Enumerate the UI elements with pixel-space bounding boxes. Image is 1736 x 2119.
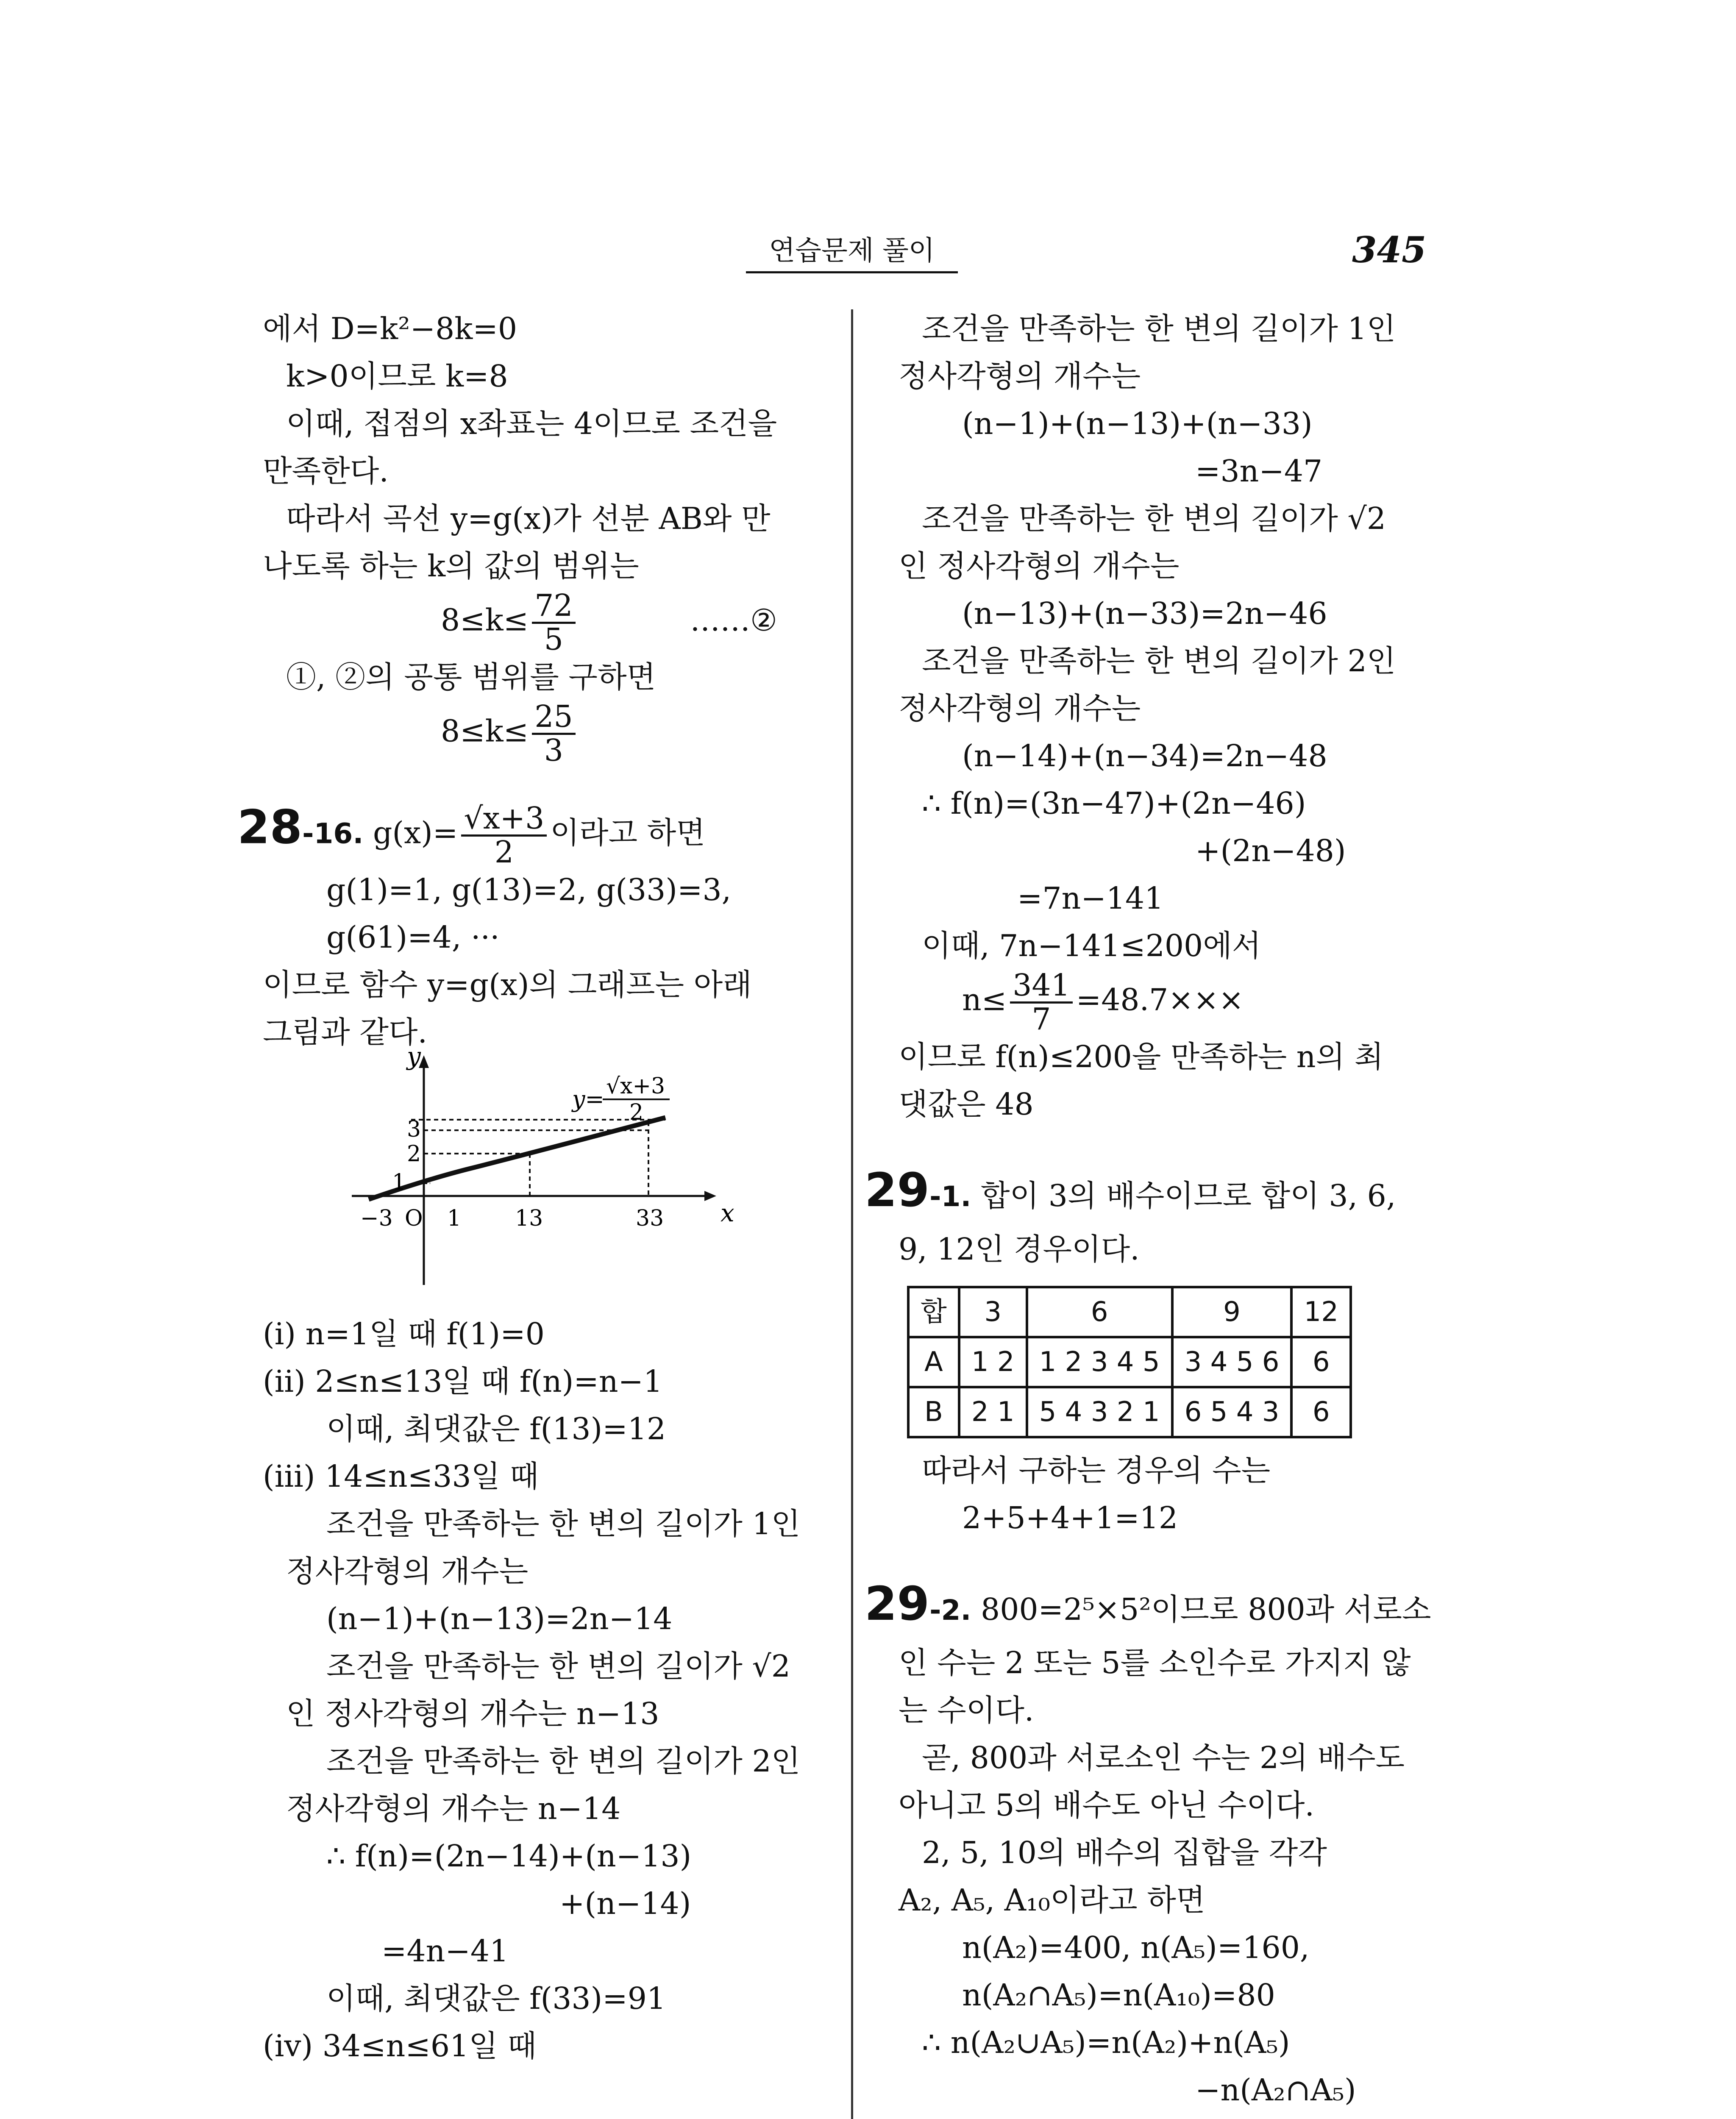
page-number: 345 [1352, 229, 1427, 271]
problem-subnumber: -16. [302, 817, 364, 850]
solution-line: 이므로 f(n)≤200을 만족하는 n의 최 [899, 1039, 1384, 1074]
solution-line: 조건을 만족하는 한 변의 길이가 √2 [922, 501, 1386, 536]
solution-line: 정사각형의 개수는 [899, 691, 1141, 726]
solution-line: =3n−47 [1195, 453, 1323, 489]
x-tick-label: 13 [515, 1206, 543, 1231]
table-cell: 2 1 [959, 1387, 1027, 1437]
table-cell: 6 5 4 3 [1172, 1387, 1292, 1437]
case-line: (iii) 14≤n≤33일 때 [263, 1459, 539, 1494]
problem-28-16-heading [237, 800, 831, 870]
table-cell: 1 2 [959, 1337, 1027, 1387]
table-cell: B [908, 1387, 959, 1437]
table-cell: 12 [1291, 1287, 1350, 1337]
solution-line: ∴ n(A₂∪A₅)=n(A₂)+n(A₅) [922, 2025, 1290, 2060]
solution-line: 조건을 만족하는 한 변의 길이가 1인 [922, 311, 1396, 346]
solution-line: 아니고 5의 배수도 아닌 수이다. [899, 1788, 1315, 1823]
problem-number: 29 [865, 1577, 930, 1631]
column-divider [851, 309, 853, 2119]
solution-line: 이므로 함수 y=g(x)의 그래프는 아래 [263, 967, 752, 1002]
fraction [461, 803, 547, 868]
solution-line: (n−1)+(n−13)+(n−33) [962, 406, 1313, 441]
solution-line: 9, 12인 경우이다. [899, 1232, 1140, 1267]
equation-tag: ……② [690, 602, 777, 638]
denominator: 3 [544, 732, 563, 768]
right-column [865, 305, 1500, 2114]
table-row [908, 1337, 1351, 1387]
solution-line: 댓값은 48 [899, 1087, 1034, 1122]
solution-line: ∴ f(n)=(3n−47)+(2n−46) [922, 786, 1306, 821]
x-axis-label: x [721, 1199, 734, 1227]
table-cell: 3 4 5 6 [1172, 1337, 1292, 1387]
numerator: 72 [532, 590, 575, 624]
curve-label-denominator: 2 [629, 1100, 644, 1125]
problem-29-1-heading [865, 1163, 1500, 1226]
problem-number: 29 [865, 1163, 930, 1217]
x-tick-label: 33 [636, 1206, 664, 1231]
case-line: 이때, 최댓값은 f(33)=91 [326, 1981, 666, 2016]
table-cell: A [908, 1337, 959, 1387]
table-cell: 6 [1027, 1287, 1172, 1337]
solution-line: 2, 5, 10의 배수의 집합을 각각 [922, 1835, 1327, 1870]
x-axis-arrow [704, 1191, 716, 1201]
numerator: 341 [1010, 970, 1073, 1004]
case-line: 조건을 만족하는 한 변의 길이가 √2 [326, 1649, 790, 1684]
solution-line: 인 정사각형의 개수는 [899, 548, 1180, 584]
table-row [908, 1387, 1351, 1437]
curve-label-numerator: √x+3 [606, 1073, 665, 1099]
problem-subnumber: -1. [929, 1180, 971, 1213]
case-line: (i) n=1일 때 f(1)=0 [263, 1316, 545, 1351]
solution-line: +(2n−48) [1195, 833, 1346, 868]
solution-line: g(1)=1, g(13)=2, g(33)=3, [326, 872, 732, 907]
solution-line: 이때, 접점의 x좌표는 4이므로 조건을 [286, 406, 777, 441]
case-line: 정사각형의 개수는 [286, 1554, 529, 1589]
left-column [237, 305, 831, 2070]
denominator: 5 [544, 621, 563, 657]
solution-line: A₂, A₅, A₁₀이라고 하면 [899, 1883, 1205, 1918]
expr-text: n≤ [962, 982, 1007, 1018]
case-line: =4n−41 [381, 1933, 509, 1969]
solution-line: 정사각형의 개수는 [899, 359, 1141, 394]
problem-29-2-heading [865, 1577, 1500, 1639]
graph-svg [343, 1048, 750, 1293]
solution-line: (n−13)+(n−33)=2n−46 [962, 596, 1327, 631]
denominator: 7 [1032, 1001, 1051, 1037]
expr-text: 합이 3의 배수이므로 합이 3, 6, [971, 1178, 1396, 1213]
solution-line: k>0이므로 k=8 [286, 359, 508, 394]
expr-text: 8≤k≤ [441, 713, 529, 749]
fraction [1010, 970, 1073, 1035]
expr-text: 이라고 하면 [550, 815, 705, 851]
expr-text: 800=2⁵×5²이므로 800과 서로소 [971, 1592, 1431, 1627]
fraction [532, 590, 575, 655]
table-cell: 9 [1172, 1287, 1292, 1337]
case-line: 정사각형의 개수는 n−14 [286, 1791, 621, 1826]
expr-text: 8≤k≤ [441, 602, 529, 638]
x-tick-label: 1 [447, 1206, 462, 1231]
section-title: 연습문제 풀이 [746, 229, 958, 273]
curve-label: y= [572, 1086, 604, 1112]
case-line: 인 정사각형의 개수는 n−13 [286, 1696, 659, 1731]
y-tick-label: 3 [407, 1117, 421, 1142]
solution-line: n(A₂)=400, n(A₅)=160, [962, 1930, 1310, 1965]
table-row [908, 1287, 1351, 1337]
origin-label: O [405, 1206, 423, 1231]
table-cell: 3 [959, 1287, 1027, 1337]
solution-line: 나도록 하는 k의 값의 범위는 [263, 548, 639, 584]
y-tick-label: 2 [407, 1141, 421, 1167]
expr-text: g(x)= [363, 815, 458, 851]
case-line: (n−1)+(n−13)=2n−14 [326, 1601, 673, 1636]
fraction-line [263, 699, 831, 768]
solution-line: −n(A₂∩A₅) [1195, 2072, 1356, 2108]
table-cell: 5 4 3 2 1 [1027, 1387, 1172, 1437]
solution-line: 에서 D=k²−8k=0 [263, 311, 517, 346]
solution-line: 이때, 7n−141≤200에서 [922, 928, 1261, 963]
case-line: ∴ f(n)=(2n−14)+(n−13) [326, 1838, 692, 1874]
denominator: 2 [494, 834, 514, 870]
solution-line: g(61)=4, ··· [326, 920, 500, 955]
solution-line: 그림과 같다. [263, 1015, 428, 1050]
case-line: 조건을 만족하는 한 변의 길이가 2인 [326, 1744, 801, 1779]
case-line: (iv) 34≤n≤61일 때 [263, 2028, 537, 2063]
solution-line: =7n−141 [1017, 881, 1164, 916]
solution-line: 따라서 곡선 y=g(x)가 선분 AB와 만 [286, 501, 771, 536]
table-cell: 6 [1291, 1337, 1350, 1387]
case-line: 이때, 최댓값은 f(13)=12 [326, 1411, 666, 1446]
solution-line: (n−14)+(n−34)=2n−48 [962, 738, 1327, 773]
table-cell: 합 [908, 1287, 959, 1337]
fraction [532, 701, 575, 766]
solution-line: 조건을 만족하는 한 변의 길이가 2인 [922, 643, 1396, 679]
solution-line: 곧, 800과 서로소인 수는 2의 배수도 [922, 1740, 1405, 1775]
y-tick-label: 1 [392, 1170, 406, 1195]
solution-line: n(A₂∩A₅)=n(A₁₀)=80 [962, 1977, 1275, 2013]
sum-cases-table [907, 1286, 1352, 1438]
problem-subnumber: -2. [929, 1594, 971, 1627]
numerator: 25 [532, 701, 575, 735]
fraction-line [899, 968, 1500, 1037]
solution-line: 는 수이다. [899, 1693, 1034, 1728]
solution-line: 따라서 구하는 경우의 수는 [922, 1453, 1271, 1488]
numerator: √x+3 [461, 803, 547, 837]
solution-line: 인 수는 2 또는 5를 소인수로 가지지 않 [899, 1645, 1411, 1680]
fraction-line [263, 588, 831, 657]
case-line: (ii) 2≤n≤13일 때 f(n)=n−1 [263, 1364, 663, 1399]
case-line: 조건을 만족하는 한 변의 길이가 1인 [326, 1506, 801, 1541]
x-tick-label: −3 [360, 1206, 393, 1231]
function-graph [263, 1048, 831, 1310]
solution-line: 2+5+4+1=12 [962, 1500, 1178, 1535]
problem-number: 28 [237, 800, 303, 854]
case-line: +(n−14) [559, 1886, 691, 1921]
table-cell: 1 2 3 4 5 [1027, 1337, 1172, 1387]
solution-line: ①, ②의 공통 범위를 구하면 [286, 659, 656, 695]
solution-line: 만족한다. [263, 453, 389, 489]
table-cell: 6 [1291, 1387, 1350, 1437]
expr-text: =48.7××× [1076, 982, 1244, 1018]
y-axis-label: y [407, 1048, 421, 1071]
